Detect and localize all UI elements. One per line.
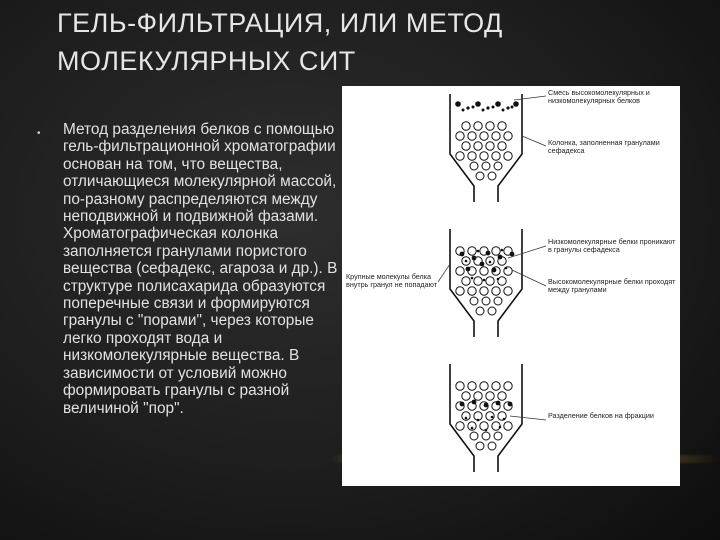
granule <box>456 132 464 140</box>
granule <box>488 307 496 315</box>
granule <box>468 287 476 295</box>
granule <box>456 382 464 390</box>
granule <box>482 297 490 305</box>
label-high-mw: Высокомолекулярные белки проходят между гранулами <box>548 277 676 295</box>
large-protein-dot <box>496 401 501 406</box>
protein-dot <box>482 109 485 112</box>
small-protein-dot <box>503 418 506 421</box>
granule <box>486 277 494 285</box>
granule <box>494 297 502 305</box>
gel-filtration-diagram <box>342 86 680 486</box>
granule <box>480 382 488 390</box>
label-column: Колонка, заполненная гранулами сефадекса <box>548 138 660 156</box>
granule <box>498 122 506 130</box>
granule <box>504 132 512 140</box>
protein-dot <box>462 109 465 112</box>
small-protein-dot <box>501 249 504 252</box>
granule <box>480 267 488 275</box>
granule <box>494 432 502 440</box>
label-separation: Разделение белков на фракции <box>548 411 654 420</box>
granule <box>462 122 470 130</box>
small-protein-dot <box>489 261 492 264</box>
pointer-line <box>514 96 546 100</box>
title-line-2: МОЛЕКУЛЯРНЫХ СИТ <box>57 46 356 76</box>
large-protein-dot <box>510 252 515 257</box>
pointer-line <box>510 416 546 420</box>
granule <box>504 382 512 390</box>
granule <box>476 172 484 180</box>
protein-dot <box>472 106 475 109</box>
granule <box>498 142 506 150</box>
small-protein-dot <box>477 419 480 422</box>
protein-dot <box>502 109 505 112</box>
small-protein-dot <box>491 416 494 419</box>
title-line-1: ГЕЛЬ-ФИЛЬТРАЦИЯ, ИЛИ МЕТОД <box>57 8 503 38</box>
granule <box>480 132 488 140</box>
granule <box>468 132 476 140</box>
granule <box>474 122 482 130</box>
granule <box>488 442 496 450</box>
granule <box>476 307 484 315</box>
granule <box>486 392 494 400</box>
large-protein-dot <box>472 256 477 261</box>
granule <box>470 162 478 170</box>
granule <box>480 287 488 295</box>
granule <box>470 297 478 305</box>
protein-dot <box>495 101 501 107</box>
granule <box>474 277 482 285</box>
granule <box>492 247 500 255</box>
large-protein-dot <box>472 400 477 405</box>
small-protein-dot <box>471 277 474 280</box>
large-protein-dot <box>480 262 485 267</box>
granule <box>492 132 500 140</box>
granule <box>474 142 482 150</box>
granule <box>456 152 464 160</box>
granule <box>482 162 490 170</box>
protein-dot <box>506 106 509 109</box>
granule <box>468 152 476 160</box>
large-protein-dot <box>492 268 497 273</box>
label-mixture: Смесь высокомолекулярных и низкомолекулярных белков <box>548 88 650 106</box>
large-protein-dot <box>460 402 465 407</box>
granule <box>504 287 512 295</box>
small-protein-dot <box>465 417 468 420</box>
granule <box>480 422 488 430</box>
protein-dot <box>475 101 481 107</box>
label-large-molecules: Крупные молекулы белка внутрь гранул не попадают <box>346 272 438 290</box>
granule <box>468 247 476 255</box>
granule <box>468 382 476 390</box>
protein-dot <box>455 101 461 107</box>
granule <box>474 392 482 400</box>
granule <box>480 152 488 160</box>
small-protein-dot <box>499 426 502 429</box>
small-protein-dot <box>485 429 488 432</box>
large-protein-dot <box>486 251 491 256</box>
protein-dot <box>511 106 514 109</box>
protein-dot <box>486 106 489 109</box>
label-low-mw: Низкомолекулярные белки проникают в гранулы сефадекса <box>548 237 676 255</box>
granule <box>462 392 470 400</box>
granule <box>456 422 464 430</box>
large-protein-dot <box>460 252 465 257</box>
slide-title <box>57 4 617 80</box>
granule <box>504 152 512 160</box>
granule <box>492 422 500 430</box>
granule <box>498 277 506 285</box>
granule <box>462 142 470 150</box>
granule <box>486 122 494 130</box>
granule <box>456 287 464 295</box>
granule <box>486 142 494 150</box>
pointer-line <box>508 246 546 258</box>
granule <box>462 277 470 285</box>
small-protein-dot <box>471 427 474 430</box>
small-protein-dot <box>465 260 468 263</box>
small-protein-dot <box>505 267 508 270</box>
large-protein-dot <box>498 255 503 260</box>
large-protein-dot <box>466 267 471 272</box>
body-paragraph: Метод разделения белков с помощью гель-фильтрационной хроматографии основан на том, что вещества, отличающиеся молекулярной массой, по-разному распределяются между неподвижной и подвижной фазами. Хроматографическая колонка заполняется гранулами пористого вещества (сефадекс, агароза и др.). В структуре полисахарида образуются поперечные связи и формируются гранулы с "порами", через которые легко проходят вода и низкомолекулярные вещества. В зависимости от условий можно формировать гранулы с разной величиной "пор". <box>63 121 338 417</box>
granule <box>482 432 490 440</box>
granule <box>470 432 478 440</box>
granule <box>494 162 502 170</box>
granule <box>498 392 506 400</box>
granule <box>476 442 484 450</box>
large-protein-dot <box>484 403 489 408</box>
small-protein-dot <box>497 278 500 281</box>
granule <box>492 287 500 295</box>
granule <box>486 412 494 420</box>
granule <box>504 422 512 430</box>
small-protein-dot <box>477 250 480 253</box>
pointer-line <box>512 270 546 286</box>
granule <box>492 382 500 390</box>
small-protein-dot <box>483 279 486 282</box>
granule <box>492 152 500 160</box>
large-protein-dot <box>508 402 513 407</box>
pointer-line <box>522 136 546 146</box>
bullet-icon: • <box>37 128 41 139</box>
protein-dot <box>513 101 519 107</box>
protein-dot <box>466 106 469 109</box>
granule <box>456 267 464 275</box>
protein-dot <box>492 106 495 109</box>
granule <box>488 172 496 180</box>
